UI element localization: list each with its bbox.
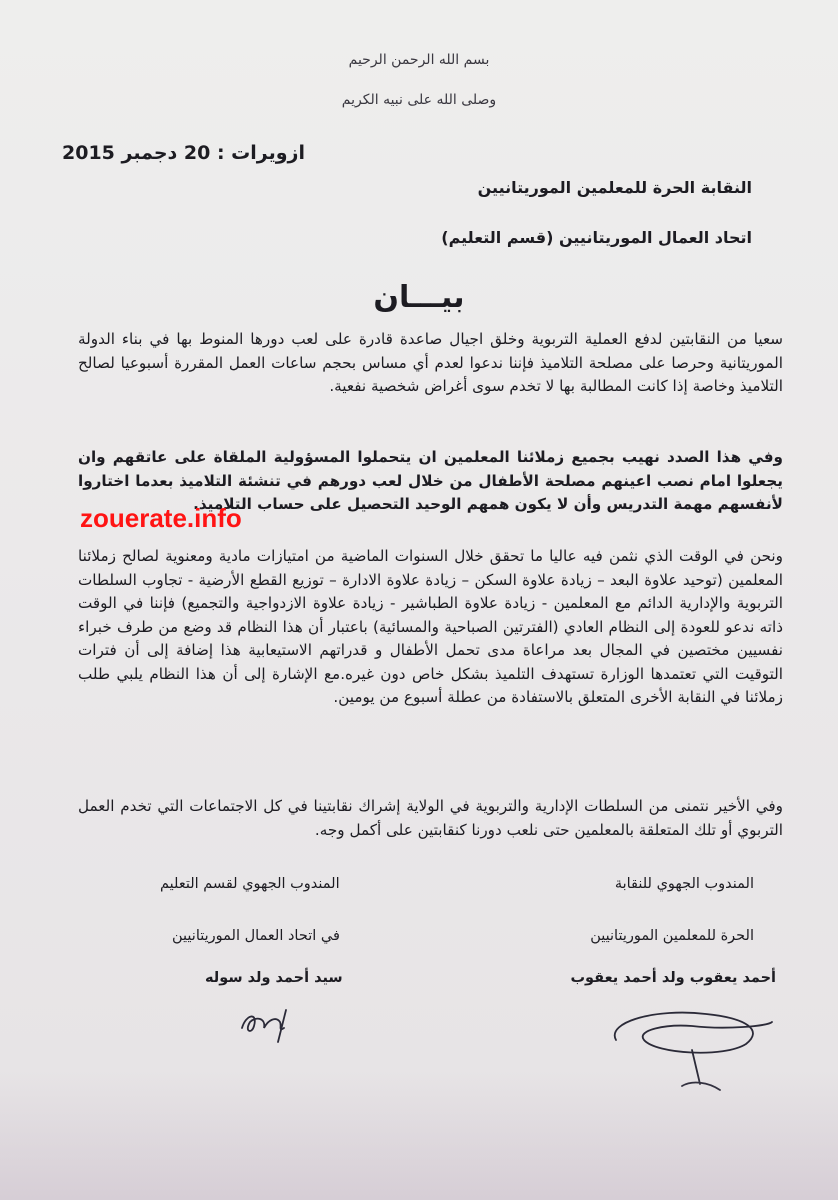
signature-left [228,998,318,1048]
paragraph-3: ونحن في الوقت الذي نثمن فيه عاليا ما تحقق خلال السنوات الماضية من امتيازات مادية ومعنوية لصالح زملائنا المعلمين (توحيد علاوة البعد – زيادة علاوة السكن – زيادة علاوة الادارة – توزيع القطع الأرضية - تجاوب السلطات التربوية والإدارية الدائم مع المعلمين - زيادة علاوة الطباشير - زيادة علاوة الازدواجية والتجميع) فإننا في الوقت ذاته ندعو للعودة إلى النظام العادي (الفترتين الصباحية والمسائية) باعتبار أن هذا النظام قد وضع من طرف خبراء نفسيين مختصين في المجال بعد مراعاة مدى تحمل الأطفال و قدراتهم الاستيعابية هذا إضافة إلى أن فترات التوقيت التي تعتمدها الوزارة تستهدف التلميذ بشكل خاص دون غيره.مع الإشارة إلى أن هذا النظام يلبي طلب زملائنا في النقابة الأخرى المتعلق بالاستفادة من عطلة أسبوع من يومين. [78,547,783,706]
signatory-left-name: سيد أحمد ولد سوله [205,970,343,986]
salutation: وصلى الله على نبيه الكريم [341,92,497,108]
paragraph-2: وفي هذا الصدد نهيب بجميع زملائنا المعلمين ان يتحملوا المسؤولية الملقاة على عاتقهم وان يجعلوا امام نصب اعينهم مصلحة الأطفال من خلال لعب دورهم في تنشئة التلاميذ بعدما اختاروا لأنفسهم مهمة التدريس وأن لا يكون همهم الوحيد التحصيل على حساب التلاميذ. [78,448,783,513]
signatory-left-org: في اتحاد العمال الموريتانيين [172,928,340,944]
paragraph-4: وفي الأخير نتمنى من السلطات الإدارية والتربوية في الولاية إشراك نقابتينا في كل الاجتماعات التي تخدم العمل التربوي أو تلك المتعلقة بالمعلمين حتى نلعب دورنا كنقابتين على أكمل وجه. [78,797,783,839]
signatory-right-name: أحمد يعقوب ولد أحمد يعقوب [570,970,776,986]
paragraph-1: سعيا من النقابتين لدفع العملية التربوية وخلق اجيال صاعدة قادرة على لعب دورها المنوط بها في بناء الدولة الموريتانية وحرصا على مصلحة التلاميذ فإننا ندعوا لعدم أي مساس بحجم ساعات العمل المقررة أسبوعيا لصالح التلاميذ وخاصة إذا كانت المطالبة بها لا تخدم سوى أغراض شخصية نفعية. [78,330,783,395]
document-title: بيـــان [373,280,465,315]
sender-union-workers: اتحاد العمال الموريتانيين (قسم التعليم) [441,228,752,247]
signatory-right-title: المندوب الجهوي للنقابة [614,876,754,892]
date-line: ازويرات : 20 دجمبر 2015 [62,142,305,164]
sender-union-teachers: النقابة الحرة للمعلمين الموريتانيين [477,178,752,197]
basmala: بسم الله الرحمن الرحيم [348,52,490,68]
signature-right [596,1000,776,1110]
signatory-left-title: المندوب الجهوي لقسم التعليم [160,876,340,892]
watermark-site: zouerate.info [80,503,242,533]
signatory-right-org: الحرة للمعلمين الموريتانيين [590,928,754,944]
